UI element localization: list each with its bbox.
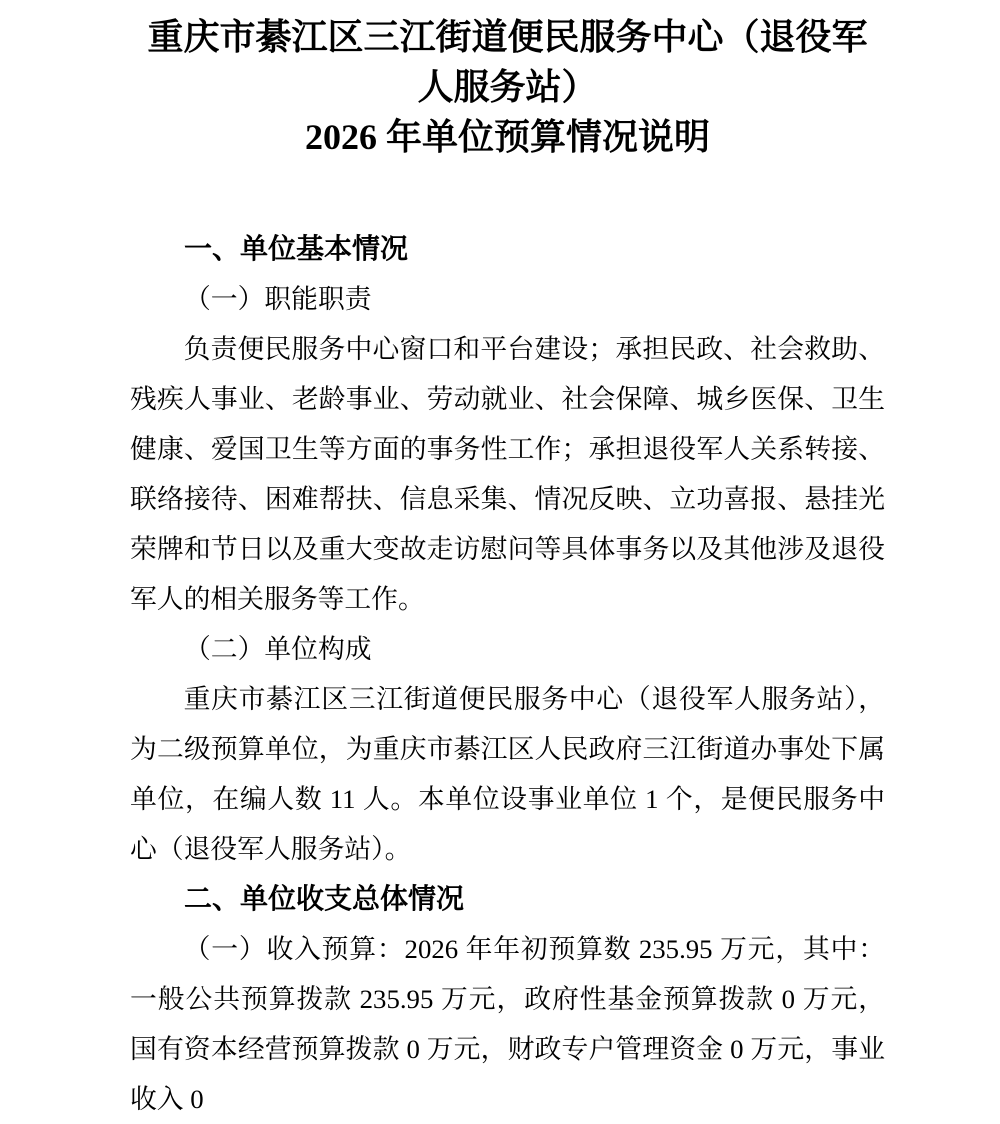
paragraph-income-budget: （一）收入预算：2026 年年初预算数 235.95 万元，其中：一般公共预算拨款 235.95 万元，政府性基金预算拨款 0 万元，国有资本经营预算拨款 0 万元，财政专户管理资金 0 万元，事业收入 0 [130, 934, 885, 1114]
subsection-heading-duties: （一）职能职责 [184, 284, 372, 314]
document-title-line-1: 重庆市綦江区三江街道便民服务中心（退役军人服务站） [147, 17, 868, 107]
section-heading-basic-info: 一、单位基本情况 [184, 233, 409, 264]
document-title [130, 0, 885, 162]
paragraph-duties: 负责便民服务中心窗口和平台建设；承担民政、社会救助、残疾人事业、老龄事业、劳动就业、社会保障、城乡医保、卫生健康、爱国卫生等方面的事务性工作；承担退役军人关系转接、联络接待、困难帮扶、信息采集、情况反映、立功喜报、悬挂光荣牌和节日以及重大变故走访慰问等具体事务以及其他涉及退役军人的相关服务等工作。 [130, 334, 885, 614]
section-heading-budget-overview: 二、单位收支总体情况 [184, 883, 465, 914]
paragraph-composition: 重庆市綦江区三江街道便民服务中心（退役军人服务站），为二级预算单位，为重庆市綦江区人民政府三江街道办事处下属单位，在编人数 11 人。本单位设事业单位 1 个，是便民服务中心（退役军人服务站）。 [130, 684, 885, 864]
document-body [130, 0, 885, 1124]
document-title-line-2: 2026 年单位预算情况说明 [304, 117, 710, 157]
subsection-heading-composition: （二）单位构成 [184, 634, 372, 664]
